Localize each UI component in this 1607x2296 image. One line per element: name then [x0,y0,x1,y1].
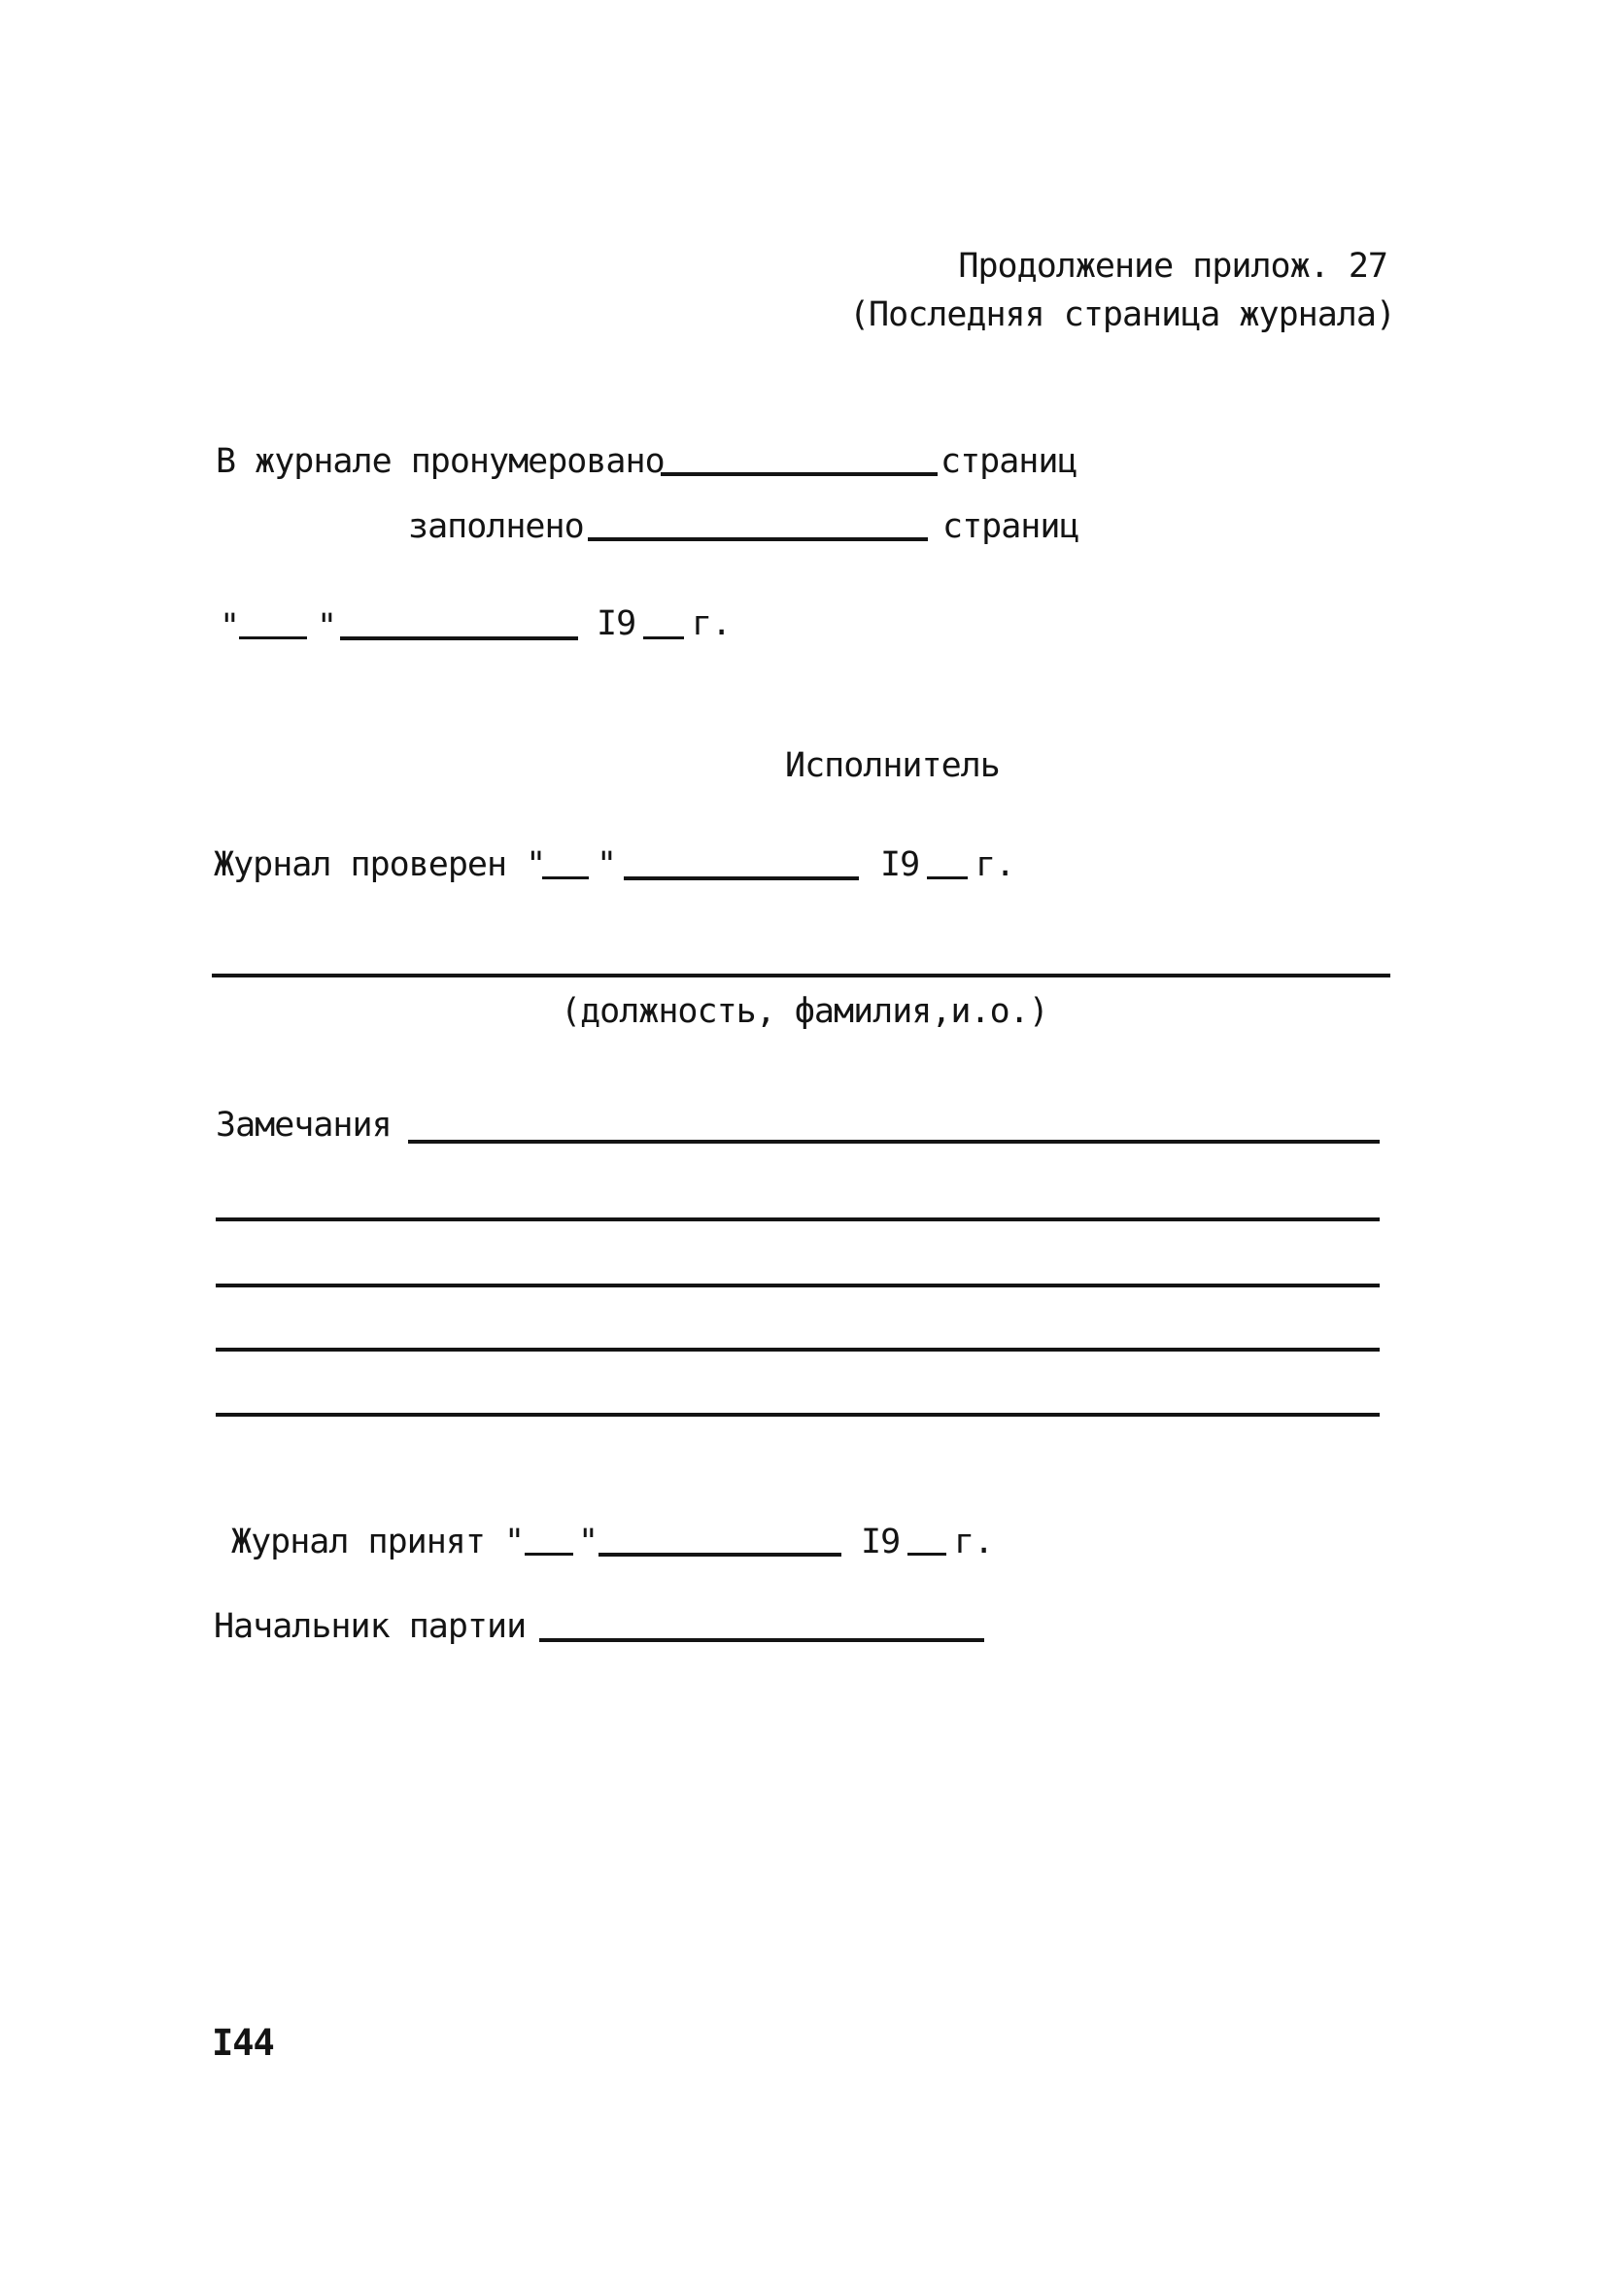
pages-word-numbered: страниц [940,442,1077,481]
checked-year-field[interactable] [927,876,968,879]
remarks-label: Замечания [216,1106,392,1145]
date-year-field[interactable] [643,636,684,639]
accepted-day-field[interactable] [525,1553,573,1556]
pages-filled-field[interactable] [588,537,928,541]
accepted-year-prefix: I9 [861,1523,901,1561]
pages-filled-label: заполнено [408,507,584,546]
remarks-line-4[interactable] [216,1348,1380,1352]
checked-month-field[interactable] [624,876,859,880]
date-quote-close: " [317,607,337,646]
pages-numbered-field[interactable] [661,472,938,476]
date-year-prefix: I9 [597,604,636,643]
checked-day-field[interactable] [542,876,589,879]
party-chief-label: Начальник партии [214,1607,527,1646]
remarks-line-3[interactable] [216,1284,1380,1287]
accepted-month-field[interactable] [598,1553,841,1557]
accepted-quote-close: " [578,1523,598,1561]
pages-word-filled: страниц [942,507,1079,546]
pages-numbered-label: В журнале пронумеровано [216,442,665,481]
header-last-page-note: (Последняя страница журнала) [848,295,1395,334]
date-month-field[interactable] [340,636,578,640]
remarks-line-5[interactable] [216,1413,1380,1417]
remarks-line-2[interactable] [216,1217,1380,1221]
accepted-year-field[interactable] [907,1553,946,1556]
checked-year-suffix: г. [975,845,1015,884]
page-number: I44 [212,2022,274,2064]
position-name-caption: (должность, фамилия,и.о.) [561,992,1048,1031]
accepted-year-suffix: г. [954,1523,994,1561]
checked-year-prefix: I9 [880,845,920,884]
remarks-line-1[interactable] [408,1140,1380,1144]
executor-label: Исполнитель [785,746,1000,785]
checked-quote-close: " [597,845,617,884]
position-name-field[interactable] [212,974,1390,977]
date-day-field[interactable] [239,636,307,639]
journal-accepted-label: Журнал принят " [231,1523,525,1561]
party-chief-signature-field[interactable] [539,1638,984,1642]
date-year-suffix: г. [692,604,732,643]
date-quote-open: " [220,607,240,646]
header-appendix-continuation: Продолжение прилож. 27 [958,247,1387,286]
journal-checked-label: Журнал проверен " [214,845,546,884]
